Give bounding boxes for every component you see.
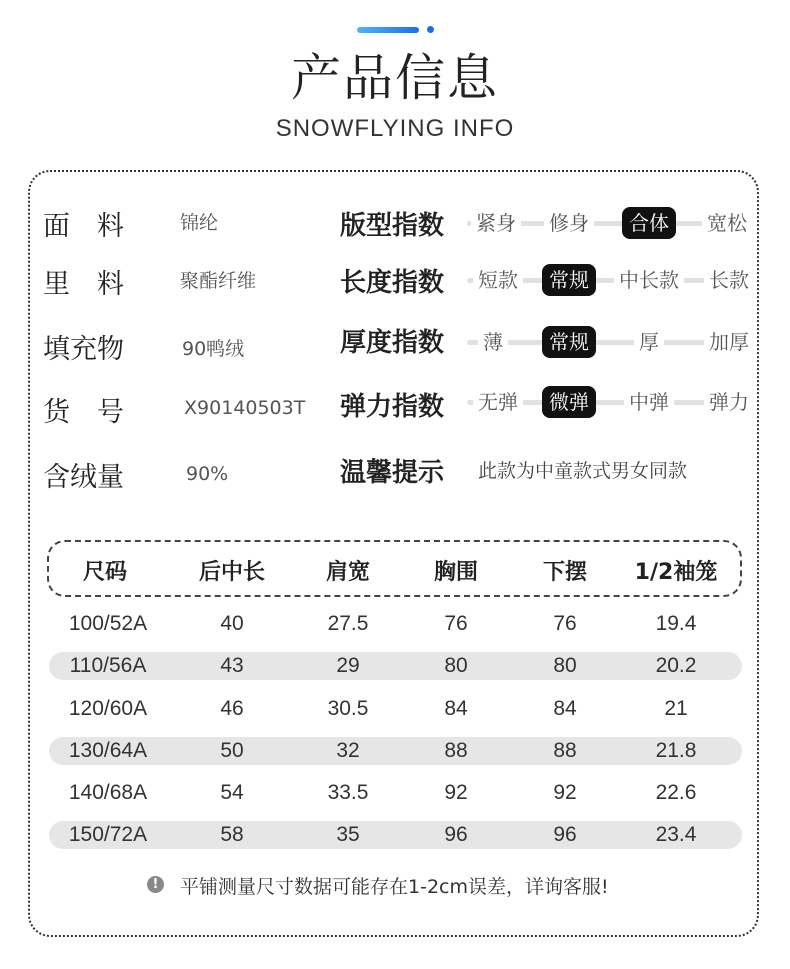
info-label-lining: 里 料 <box>43 269 124 300</box>
fit-option-4: 宽松 <box>702 207 752 239</box>
table-row <box>49 609 742 637</box>
info-value-fabric: 锦纶 <box>180 212 219 234</box>
col-header-hem: 下摆 <box>542 560 588 585</box>
length-option-1: 短款 <box>473 264 523 296</box>
title-decoration-bar <box>357 27 419 33</box>
table-cell: 54 <box>220 781 244 804</box>
col-header-armhole: 1/2袖笼 <box>634 560 718 585</box>
fit-option-1: 紧身 <box>471 207 521 239</box>
table-cell: 140/68A <box>68 781 148 804</box>
table-cell: 120/60A <box>68 697 148 720</box>
table-cell: 35 <box>336 823 360 846</box>
length-index-title: 长度指数 <box>340 268 445 298</box>
thickness-option-1: 薄 <box>478 326 508 358</box>
table-cell: 84 <box>553 697 577 720</box>
table-cell: 92 <box>444 781 468 804</box>
info-label-down-content: 含绒量 <box>43 462 124 493</box>
info-value-filling: 90鸭绒 <box>182 338 245 360</box>
info-value-item-number: X90140503T <box>184 397 306 419</box>
table-cell: 58 <box>220 823 244 846</box>
table-row <box>49 737 742 765</box>
tip-title: 温馨提示 <box>340 458 445 488</box>
table-row <box>49 779 742 807</box>
table-cell: 84 <box>444 697 468 720</box>
elasticity-option-2-selected: 微弹 <box>542 386 596 418</box>
fit-option-3-selected: 合体 <box>622 207 676 239</box>
tip-text: 此款为中童款式男女同款 <box>478 460 688 482</box>
thickness-option-2-selected: 常规 <box>542 326 596 358</box>
info-value-lining: 聚酯纤维 <box>180 270 257 292</box>
table-cell: 33.5 <box>327 781 369 804</box>
table-cell: 30.5 <box>327 697 369 720</box>
table-row <box>49 652 742 680</box>
page-subtitle: SNOWFLYING INFO <box>275 115 515 142</box>
table-cell: 40 <box>220 612 244 635</box>
info-label-filling: 填充物 <box>43 334 124 365</box>
fit-option-2: 修身 <box>544 207 594 239</box>
table-row <box>49 821 742 849</box>
table-cell: 96 <box>444 823 468 846</box>
table-cell: 92 <box>553 781 577 804</box>
thickness-index-scale <box>465 324 750 360</box>
elasticity-option-4: 弹力 <box>704 386 754 418</box>
table-cell: 27.5 <box>327 612 369 635</box>
length-option-4: 长款 <box>704 264 754 296</box>
col-header-size: 尺码 <box>82 560 128 585</box>
table-cell: 29 <box>336 654 360 677</box>
table-cell: 76 <box>553 612 577 635</box>
col-header-chest: 胸围 <box>433 560 479 585</box>
thickness-option-3: 厚 <box>634 326 664 358</box>
table-cell: 20.2 <box>655 654 697 677</box>
table-cell: 43 <box>220 654 244 677</box>
length-index-scale <box>465 262 750 298</box>
thickness-option-4: 加厚 <box>704 326 754 358</box>
title-decoration-dot <box>427 26 434 33</box>
exclamation-icon: ! <box>147 876 164 893</box>
table-cell: 76 <box>444 612 468 635</box>
table-cell: 50 <box>220 739 244 762</box>
table-cell: 80 <box>444 654 468 677</box>
fit-index-scale <box>465 205 750 241</box>
table-cell: 22.6 <box>655 781 697 804</box>
length-option-3: 中长款 <box>614 264 684 296</box>
table-cell: 96 <box>553 823 577 846</box>
table-cell: 100/52A <box>68 612 148 635</box>
col-header-back-length: 后中长 <box>198 560 266 585</box>
elasticity-index-title: 弹力指数 <box>340 392 445 422</box>
fit-index-title: 版型指数 <box>340 211 445 241</box>
elasticity-index-scale <box>465 384 750 420</box>
measurement-note: 平铺测量尺寸数据可能存在1-2cm误差，详询客服! <box>180 876 609 898</box>
table-cell: 88 <box>444 739 468 762</box>
table-cell: 110/56A <box>69 654 147 677</box>
table-cell: 32 <box>336 739 360 762</box>
length-option-2-selected: 常规 <box>542 264 596 296</box>
table-cell: 150/72A <box>68 823 148 846</box>
info-label-item-number: 货 号 <box>43 397 124 428</box>
table-cell: 23.4 <box>655 823 697 846</box>
table-cell: 21 <box>664 697 688 720</box>
elasticity-option-3: 中弹 <box>624 386 674 418</box>
table-cell: 46 <box>220 697 244 720</box>
table-cell: 19.4 <box>655 612 697 635</box>
info-label-fabric: 面 料 <box>43 211 124 242</box>
elasticity-option-1: 无弹 <box>473 386 523 418</box>
table-cell: 130/64A <box>68 739 148 762</box>
table-cell: 80 <box>553 654 577 677</box>
table-cell: 21.8 <box>655 739 697 762</box>
table-cell: 88 <box>553 739 577 762</box>
table-row <box>49 694 742 722</box>
thickness-index-title: 厚度指数 <box>340 328 445 358</box>
page-title: 产品信息 <box>291 49 499 107</box>
col-header-shoulder: 肩宽 <box>325 560 371 585</box>
info-value-down-content: 90% <box>186 463 229 485</box>
